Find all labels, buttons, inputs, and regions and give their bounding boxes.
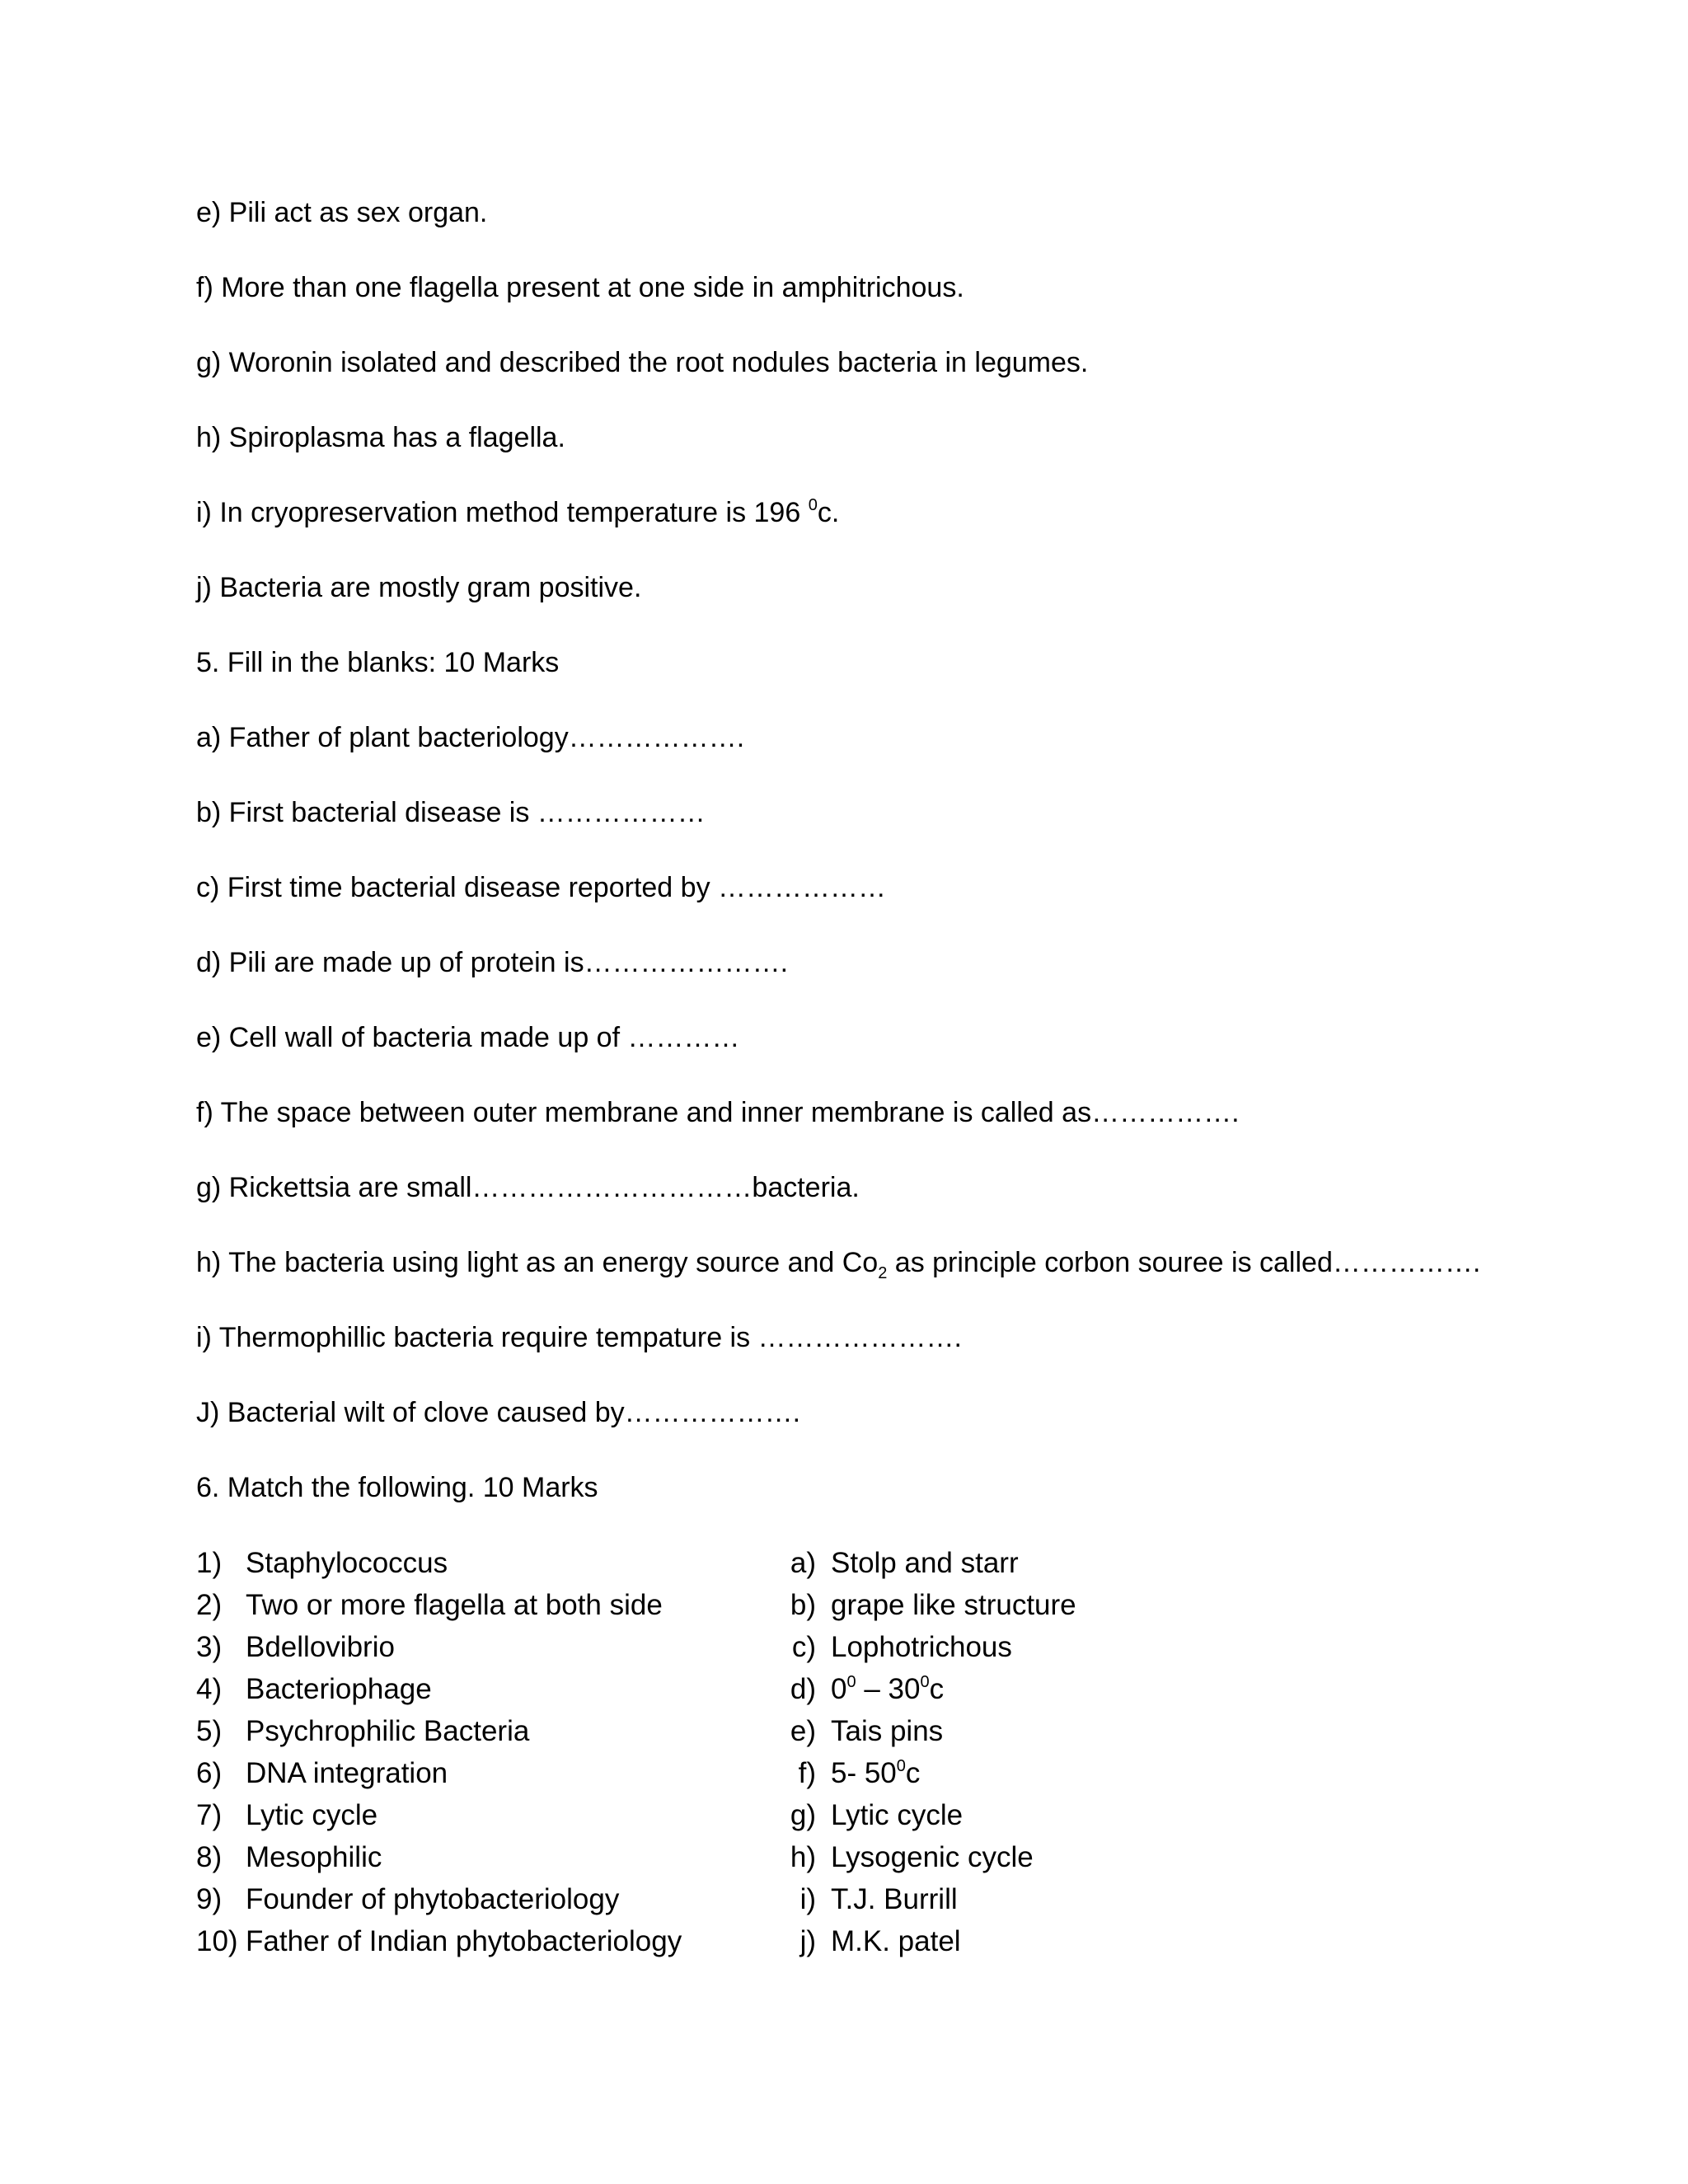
- statement-i-unit: c.: [817, 497, 840, 528]
- match-left-item: DNA integration: [246, 1757, 448, 1789]
- match-number: 6): [196, 1757, 223, 1789]
- blank-d: d) Pili are made up of protein is………………….: [196, 947, 789, 978]
- match-letter: j): [799, 1925, 816, 1957]
- match-left-item: Psychrophilic Bacteria: [246, 1715, 530, 1747]
- match-letter: a): [790, 1547, 816, 1579]
- statement-h: h) Spiroplasma has a flagella.: [196, 422, 565, 453]
- match-right-item: T.J. Burrill: [831, 1883, 958, 1915]
- match-letter: e): [790, 1715, 816, 1747]
- match-left-item: Father of Indian phytobacteriology: [246, 1925, 682, 1957]
- blank-i: i) Thermophillic bacteria require tempature is ………………….: [196, 1322, 962, 1353]
- match-row: [196, 1797, 1432, 1834]
- match-row: [196, 1755, 1432, 1792]
- match-left-item: Bacteriophage: [246, 1673, 432, 1705]
- match-left-item: Founder of phytobacteriology: [246, 1883, 620, 1915]
- co2-subscript: 2: [878, 1264, 888, 1282]
- section6-heading: 6. Match the following. 10 Marks: [196, 1472, 598, 1503]
- match-row: [196, 1882, 1432, 1918]
- degree-superscript: 0: [808, 496, 818, 514]
- degree-superscript: 0: [846, 1673, 856, 1691]
- match-number: 9): [196, 1883, 223, 1915]
- statement-e: e) Pili act as sex organ.: [196, 197, 488, 228]
- match-right-item: Lysogenic cycle: [831, 1841, 1034, 1873]
- blank-f: f) The space between outer membrane and inner membrane is called as…………….: [196, 1097, 1240, 1128]
- match-row: [196, 1671, 1432, 1708]
- match-row: [196, 1587, 1432, 1624]
- match-row: [196, 1545, 1432, 1582]
- blank-j: J) Bacterial wilt of clove caused by……………….: [196, 1397, 801, 1428]
- match-right-item: grape like structure: [831, 1589, 1076, 1621]
- statement-i: [196, 496, 839, 529]
- match-left-item: Two or more flagella at both side: [246, 1589, 663, 1621]
- statement-i-text: i) In cryopreservation method temperature is 196: [196, 497, 809, 528]
- blank-h-prefix: h) The bacteria using light as an energy source and Co: [196, 1247, 879, 1278]
- blank-c: c) First time bacterial disease reported by ………………: [196, 872, 887, 903]
- match-row: [196, 1629, 1432, 1666]
- match-left-item: Lytic cycle: [246, 1799, 378, 1831]
- match-row: [196, 1924, 1432, 1960]
- match-letter: f): [798, 1757, 816, 1789]
- blank-e: e) Cell wall of bacteria made up of …………: [196, 1022, 740, 1053]
- blank-h: [196, 1246, 1481, 1282]
- match-right-item: 5- $50^0c$: [831, 1757, 921, 1789]
- match-right-item: Stolp and starr: [831, 1547, 1019, 1579]
- blank-g: g) Rickettsia are small…………………………bacteria.: [196, 1172, 860, 1203]
- match-right-item: Tais pins: [831, 1715, 944, 1747]
- match-number: 5): [196, 1715, 223, 1747]
- match-letter: g): [790, 1799, 816, 1831]
- statement-g: g) Woronin isolated and described the root nodules bacteria in legumes.: [196, 347, 1089, 378]
- statement-f: f) More than one flagella present at one side in amphitrichous.: [196, 272, 964, 303]
- match-right-item: Lophotrichous: [831, 1631, 1012, 1663]
- match-row: [196, 1713, 1432, 1750]
- match-number: 2): [196, 1589, 223, 1621]
- match-row: [196, 1840, 1432, 1876]
- blank-h-suffix: as principle corbon souree is called…………….: [887, 1247, 1481, 1278]
- match-letter: d): [790, 1673, 816, 1705]
- match-number: 7): [196, 1799, 223, 1831]
- degree-superscript: 0: [896, 1757, 906, 1775]
- match-right-item: M.K. patel: [831, 1925, 961, 1957]
- match-letter: b): [790, 1589, 816, 1621]
- blank-a: a) Father of plant bacteriology……………….: [196, 722, 745, 753]
- section5-heading: 5. Fill in the blanks: 10 Marks: [196, 647, 560, 678]
- blank-b: b) First bacterial disease is ………………: [196, 797, 706, 828]
- match-letter: i): [799, 1883, 816, 1915]
- match-number: 10): [196, 1925, 238, 1957]
- match-letter: h): [790, 1841, 816, 1873]
- match-number: 3): [196, 1631, 223, 1663]
- match-left-item: Bdellovibrio: [246, 1631, 395, 1663]
- degree-superscript: 0: [920, 1673, 930, 1691]
- match-number: 1): [196, 1547, 223, 1579]
- match-number: 8): [196, 1841, 223, 1873]
- match-left-item: Staphylococcus: [246, 1547, 448, 1579]
- match-right-item: $0^0 - 30^0c$: [831, 1673, 945, 1705]
- match-letter: c): [791, 1631, 816, 1663]
- match-right-item: Lytic cycle: [831, 1799, 964, 1831]
- match-left-item: Mesophilic: [246, 1841, 382, 1873]
- match-number: 4): [196, 1673, 223, 1705]
- statement-j: j) Bacteria are mostly gram positive.: [196, 572, 642, 603]
